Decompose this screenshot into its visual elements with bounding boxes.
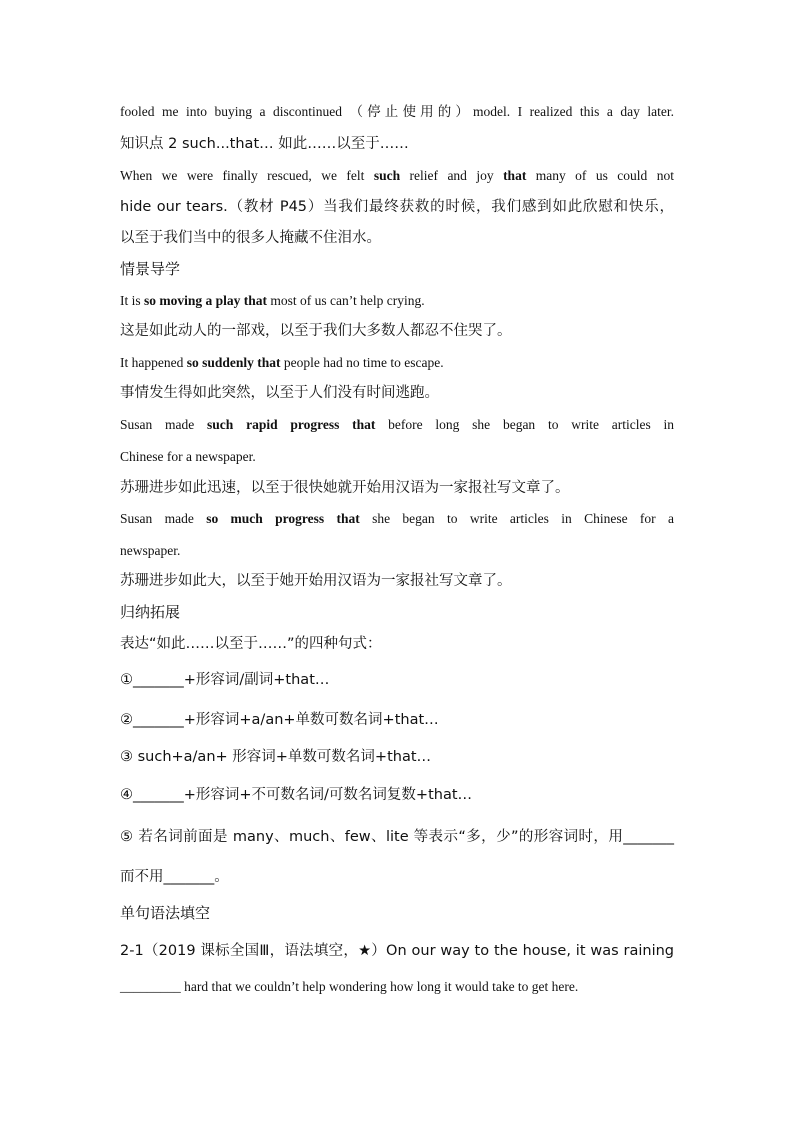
text: Chinese for a newspaper. [120, 449, 256, 464]
pattern-item-3 [120, 747, 674, 767]
text: hide our tears.（教材 P45）当我们最终获救的时候，我们感到如此欣慰和快乐， [120, 199, 674, 215]
translation [120, 383, 674, 403]
section-heading [120, 903, 674, 923]
example-sentence [120, 353, 674, 373]
exercise-question [120, 941, 674, 961]
text: fooled me into buying a discontinued （停止使用的）model. I realized this a day later. [120, 104, 674, 119]
text: many of us could not [526, 168, 674, 183]
text: 以至于我们当中的很多人掩藏不住泪水。 [120, 230, 381, 246]
text: 事情发生得如此突然，以至于人们没有时间逃跑。 [120, 385, 439, 401]
text: When we were finally rescued, we felt [120, 168, 374, 183]
text: ②_______+形容词+a/an+单数可数名词+that… [120, 712, 439, 728]
text: ①_______+形容词/副词+that… [120, 672, 330, 688]
example-sentence [120, 415, 674, 435]
text-line [120, 867, 674, 887]
bold-keyword: such rapid progress that [207, 417, 376, 432]
text: she began to write articles in Chinese for a [359, 511, 674, 526]
text-line [120, 102, 674, 122]
text: before long she began to write articles in [375, 417, 674, 432]
knowledge-point-title [120, 134, 674, 154]
text: It is [120, 293, 145, 308]
text: most of us can’t help crying. [267, 293, 425, 308]
section-heading [120, 259, 674, 279]
text: relief and joy [400, 168, 504, 183]
text: 而不用_______。 [120, 869, 229, 885]
example-sentence [120, 509, 674, 529]
bold-keyword: so suddenly that [186, 355, 281, 370]
section-heading [120, 602, 674, 622]
bold-keyword: so moving a play that [144, 293, 268, 308]
text: newspaper. [120, 543, 181, 558]
bold-keyword: such [373, 168, 401, 183]
text-line [120, 228, 674, 248]
text-line [120, 197, 674, 217]
text-line [120, 634, 674, 654]
text: 苏珊进步如此迅速，以至于很快她就开始用汉语为一家报社写文章了。 [120, 480, 570, 496]
text: 苏珊进步如此大，以至于她开始用汉语为一家报社写文章了。 [120, 573, 512, 589]
text: ④_______+形容词+不可数名词/可数名词复数+that… [120, 787, 473, 803]
text: Susan made [120, 417, 208, 432]
text: Susan made [120, 511, 207, 526]
text: 这是如此动人的一部戏，以至于我们大多数人都忍不住哭了。 [120, 323, 512, 339]
text-line [120, 541, 674, 561]
text: ③ such+a/an+ 形容词+单数可数名词+that… [120, 749, 432, 765]
translation [120, 321, 674, 341]
text-line [120, 447, 674, 467]
text: 单句语法填空 [120, 904, 211, 922]
text: It happened [120, 355, 187, 370]
text: people had no time to escape. [280, 355, 444, 370]
text: _________ hard that we couldn’t help wondering how long it would take to get here. [120, 979, 579, 994]
pattern-item-1 [120, 670, 674, 690]
bold-keyword: so much progress that [206, 511, 360, 526]
translation [120, 478, 674, 498]
exercise-question-continued [120, 977, 674, 997]
text: 2-1（2019 课标全国Ⅲ，语法填空，★）On our way to the house, it was raining [120, 943, 674, 959]
pattern-item-5 [120, 827, 674, 847]
text: 情景导学 [120, 260, 181, 278]
pattern-item-4 [120, 785, 674, 805]
example-sentence [120, 166, 674, 186]
text: 表达“如此……以至于……”的四种句式： [120, 636, 382, 652]
pattern-item-2 [120, 710, 674, 730]
bold-keyword: that [503, 168, 527, 183]
text: 知识点 2 such...that… 如此……以至于…… [120, 136, 409, 152]
text: 归纳拓展 [120, 603, 181, 621]
example-sentence [120, 291, 674, 311]
text: ⑤ 若名词前面是 many、much、few、lite 等表示“多，少”的形容词时，用_______ [120, 829, 674, 845]
translation [120, 571, 674, 591]
